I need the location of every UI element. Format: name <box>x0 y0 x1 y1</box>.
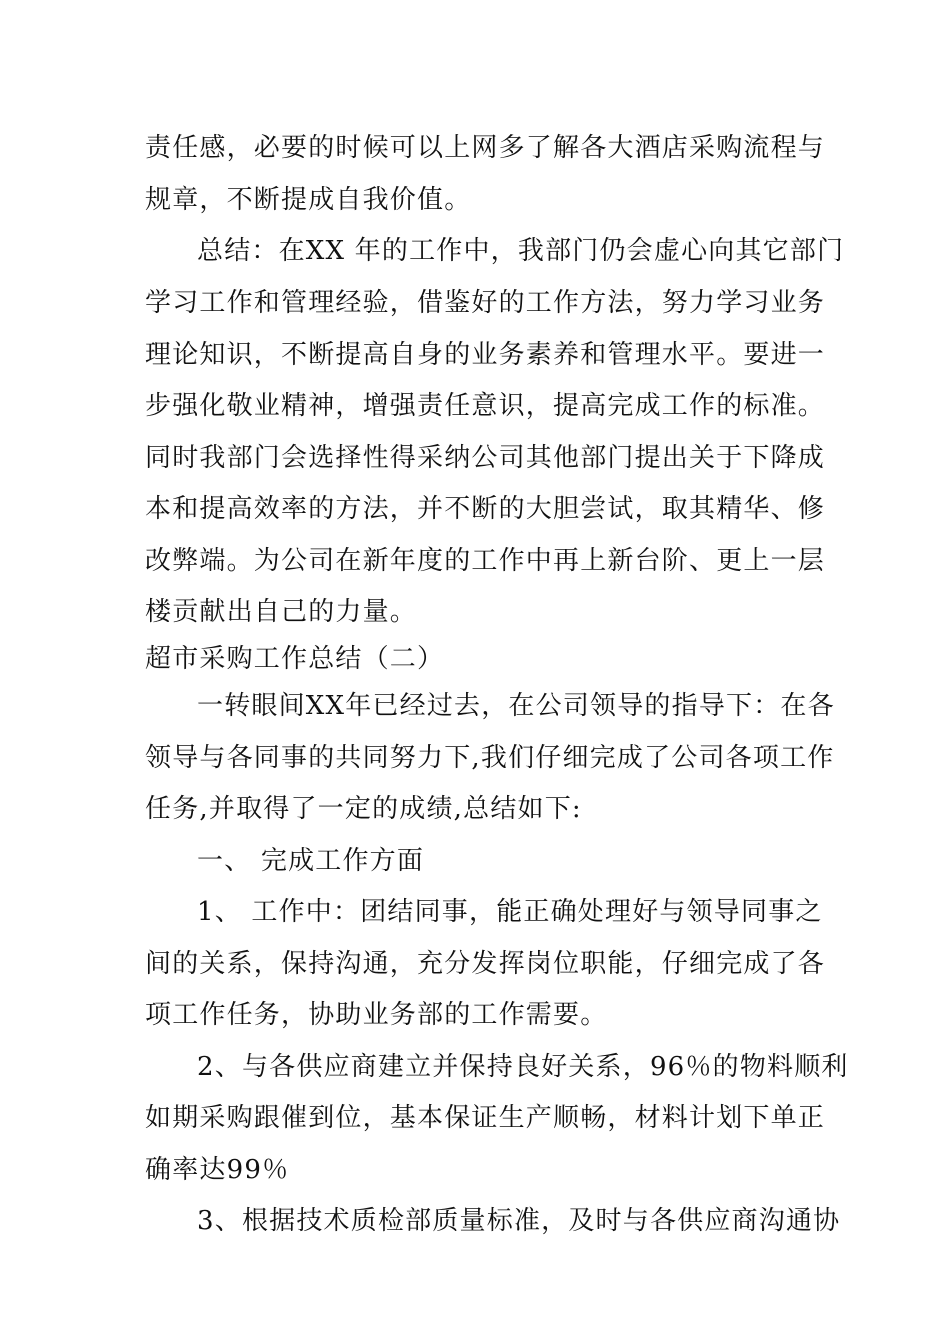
text-line-6: 步强化敬业精神，增强责任意识，提高完成工作的标准。 <box>145 391 826 421</box>
text-line-13: 领导与各同事的共同努力下,我们仔细完成了公司各项工作 <box>145 743 835 773</box>
text-line-9: 改弊端。为公司在新年度的工作中再上新台阶、更上一层 <box>145 546 826 576</box>
list-item-3-start: 3、根据技术质检部质量标准，及时与各供应商沟通协 <box>197 1206 841 1236</box>
heading-item-1: 一、 完成工作方面 <box>197 846 425 876</box>
list-item-1-start: 1、 工作中：团结同事，能正确处理好与领导同事之 <box>197 897 823 927</box>
intro-paragraph-start: 一转眼间XX年已经过去，在公司领导的指导下：在各 <box>197 691 835 721</box>
text-line-21: 确率达99％ <box>145 1155 290 1185</box>
text-line-2: 规章，不断提成自我价值。 <box>145 185 472 215</box>
text-line-5: 理论知识，不断提高自身的业务素养和管理水平。要进一 <box>145 340 826 370</box>
text-line-7: 同时我部门会选择性得采纳公司其他部门提出关于下降成 <box>145 443 826 473</box>
text-line-8: 本和提高效率的方法，并不断的大胆尝试，取其精华、修 <box>145 494 826 524</box>
text-line-17: 间的关系，保持沟通，充分发挥岗位职能，仔细完成了各 <box>145 949 826 979</box>
text-line-20: 如期采购跟催到位，基本保证生产顺畅，材料计划下单正 <box>145 1103 826 1133</box>
summary-paragraph-start: 总结：在XX 年的工作中，我部门仍会虚心向其它部门 <box>197 236 845 266</box>
section-title: 超市采购工作总结（二） <box>145 644 445 674</box>
text-line-14: 任务,并取得了一定的成绩,总结如下: <box>145 794 582 824</box>
text-line-4: 学习工作和管理经验，借鉴好的工作方法，努力学习业务 <box>145 288 826 318</box>
text-line-18: 项工作任务，协助业务部的工作需要。 <box>145 1000 608 1030</box>
text-line-10: 楼贡献出自己的力量。 <box>145 597 418 627</box>
text-line-1: 责任感，必要的时候可以上网多了解各大酒店采购流程与 <box>145 133 826 163</box>
list-item-2-start: 2、与各供应商建立并保持良好关系，96％的物料顺利 <box>197 1052 849 1082</box>
